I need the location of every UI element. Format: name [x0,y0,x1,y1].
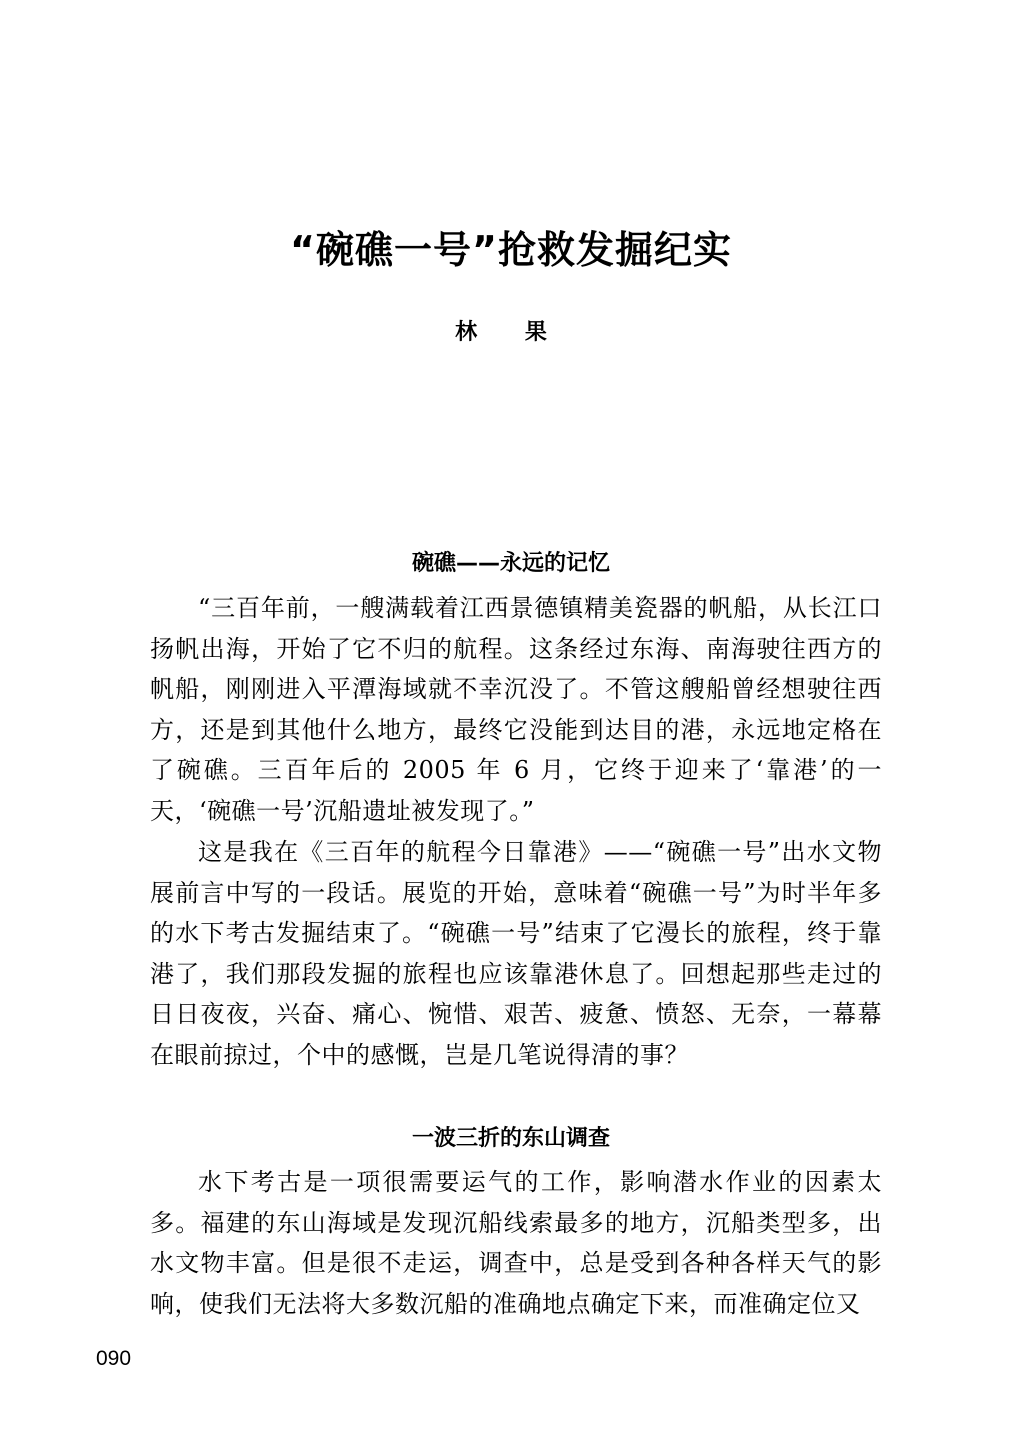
article-author: 林 果 [455,320,567,345]
paragraph-1: “三百年前，一艘满载着江西景德镇精美瓷器的帆船，从长江口扬帆出海，开始了它不归的航程。这条经过东海、南海驶往西方的帆船，刚刚进入平潭海域就不幸沉没了。不管这艘船曾经想驶往西方，还是到其他什么地方，最终它没能到达目的港，永远地定格在了碗礁。三百年后的 2005 年 6 月，它终于迎来了‘靠港’的一天，‘碗礁一号’沉船遗址被发现了。” [150,594,882,825]
paragraph-2: 这是我在《三百年的航程今日靠港》——“碗礁一号”出水文物展前言中写的一段话。展览的开始，意味着“碗礁一号”为时半年多的水下考古发掘结束了。“碗礁一号”结束了它漫长的旅程，终于靠港了，我们那段发掘的旅程也应该靠港休息了。回想起那些走过的日日夜夜，兴奋、痛心、惋惜、艰苦、疲惫、愤怒、无奈，一幕幕在眼前掠过，个中的感慨，岂是几笔说得清的事？ [150,838,882,1069]
section-heading-2: 一波三折的东山调查 [411,1126,610,1151]
section-heading-1: 碗礁——永远的记忆 [411,551,610,576]
page-number: 090 [96,1347,132,1370]
paragraph-3: 水下考古是一项很需要运气的工作，影响潜水作业的因素太多。福建的东山海域是发现沉船线索最多的地方，沉船类型多，出水文物丰富。但是很不走运，调查中，总是受到各种各样天气的影响，使我们无法将大多数沉船的准确地点确定下来，而准确定位又 [150,1168,882,1318]
article-title: “碗礁一号”抢救发掘纪实 [290,228,732,272]
